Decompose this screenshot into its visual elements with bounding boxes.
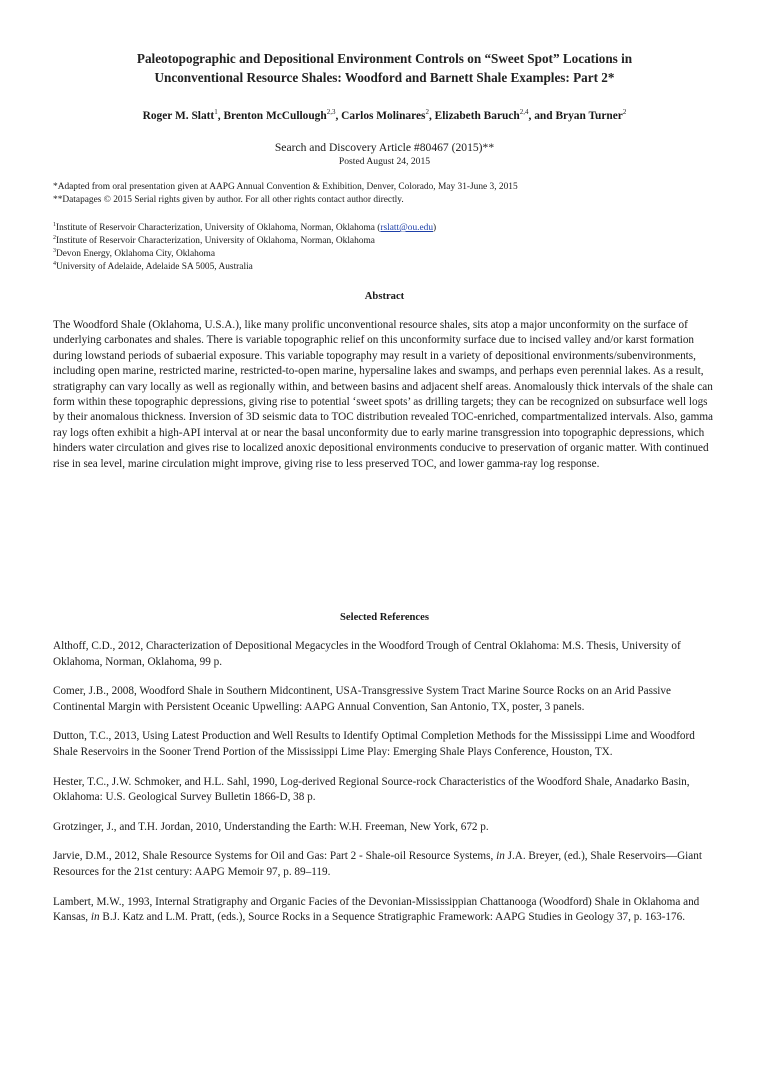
reference-item: Lambert, M.W., 1993, Internal Stratigraphy and Organic Facies of the Devonian-Mississippian Chattanooga (Woodford) Shale in Oklahoma and Kansas, in B.J. Katz and L.M. Pratt, (eds.), Source Rocks in a Sequence Stratigraphic Framework: AAPG Studies in Geology 37, p. 163-176. — [53, 895, 700, 924]
references-heading: Selected References — [340, 612, 429, 624]
reference-item: Comer, J.B., 2008, Woodford Shale in Southern Midcontinent, USA-Transgressive System Tract Marine Source Rocks on an Arid Passive Continental Margin with Persistent Oceanic Upwelling: AAPG Annual Convention, San Antonio, TX, poster, 3 panels. — [53, 685, 671, 713]
reference-item: Hester, T.C., J.W. Schmoker, and H.L. Sahl, 1990, Log-derived Regional Source-rock Characteristics of the Woodford Shale, Anadarko Basin, Oklahoma: U.S. Geological Survey Bulletin 1866-D, 38 p. — [53, 775, 690, 804]
reference-item: Jarvie, D.M., 2012, Shale Resource Systems for Oil and Gas: Part 2 - Shale-oil Resource Systems, in J.A. Breyer, (ed.), Shale Reservoirs—Giant Resources for the 21st century: AAPG Memoir 97, p. 89–119. — [53, 850, 702, 878]
affiliation-item: $^1$Institute of Reservoir Characterization, University of Oklahoma, Norman, Oklahoma (rslatt@ou.edu) — [53, 222, 437, 233]
reference-item: Dutton, T.C., 2013, Using Latest Production and Well Results to Identify Optimal Completion Methods for the Mississippi Lime and Woodford Shale Reservoirs in the Sooner Trend Portion of the Mississippi Lime Play: Emerging Shale Plays Conference, Houston, TX. — [53, 730, 695, 759]
footnote-presentation: *Adapted from oral presentation given at AAPG Annual Convention & Exhibition, Denver, Colorado, May 31-June 3, 2015 — [53, 182, 518, 192]
affiliations — [53, 222, 716, 274]
abstract-body: The Woodford Shale (Oklahoma, U.S.A.), like many prolific unconventional resource shales, sits atop a major unconformity on the surface of underlying carbonates and shales. There is variable topographic relief on this unconformity surface due to incised valley and/or karst formation during lowstand periods of subaerial exposure. This variable topography may result in a variety of depositional environments/subenvironments, including open marine, restricted marine, restricted-to-open marine, hypersaline lakes and swamps, and perhaps even perennial lakes. As a result, stratigraphy can vary locally as well as regionally within, and between basins and adjacent shelf areas. Anomalously thick intervals of the shale can form within these topographic depressions, giving rise to potential ‘sweet spots’ as drilling targets; they can be recognized on subsurface well logs by their anomalous thickness. Inversion of 3D seismic data to TOC distribution revealed TOC-enriched, compartmentalized intervals. Also, gamma ray logs often exhibit a high-API interval at or near the basal unconformity due to early marine transgression into topographic depressions, which hinders water circulation and gives rise to localized anoxic depositional environments conducive to preservation of organic matter. With continued rise in sea level, marine circulation might improve, giving rise to less preserved TOC, and lower gamma-ray log response. — [53, 319, 714, 470]
reference-item: Grotzinger, J., and T.H. Jordan, 2010, Understanding the Earth: W.H. Freeman, New York, 672 p. — [53, 820, 489, 833]
affiliation-item: $^3$Devon Energy, Oklahoma City, Oklahoma — [53, 248, 215, 259]
abstract-heading: Abstract — [364, 291, 405, 302]
affiliation-item: $^2$Institute of Reservoir Characterization, University of Oklahoma, Norman, Oklahoma — [53, 235, 375, 246]
title-line-1: Paleotopographic and Depositional Environment Controls on “Sweet Spot” Locations in — [136, 51, 633, 66]
title-line-2: Unconventional Resource Shales: Woodford and Barnett Shale Examples: Part 2* — [154, 70, 615, 85]
reference-item: Althoff, C.D., 2012, Characterization of Depositional Megacycles in the Woodford Trough of Central Oklahoma: M.S. Thesis, University of Oklahoma, Norman, Oklahoma, 99 p. — [53, 640, 681, 668]
author: Roger M. Slatt$^1$, — [142, 108, 224, 122]
author: Brenton McCullough$^{2,3}$, — [223, 108, 342, 122]
affiliation-item: $^4$University of Adelaide, Adelaide SA 5005, Australia — [53, 261, 253, 272]
author-email-link[interactable]: rslatt@ou.edu — [380, 223, 434, 233]
author: Carlos Molinares$^2$, — [341, 108, 435, 122]
reference-list — [53, 639, 716, 926]
article-number: Search and Discovery Article #80467 (2015)** — [274, 141, 495, 154]
posted-date: Posted August 24, 2015 — [338, 156, 431, 167]
paper-title — [53, 49, 716, 87]
author-list — [53, 109, 716, 123]
author: Bryan Turner$^2$ — [555, 108, 627, 122]
author: Elizabeth Baruch$^{2,4}$, and — [434, 108, 556, 122]
document-page — [0, 49, 768, 1073]
footnote-copyright: **Datapages © 2015 Serial rights given by author. For all other rights contact author directly. — [53, 195, 404, 205]
footnotes — [53, 181, 716, 207]
